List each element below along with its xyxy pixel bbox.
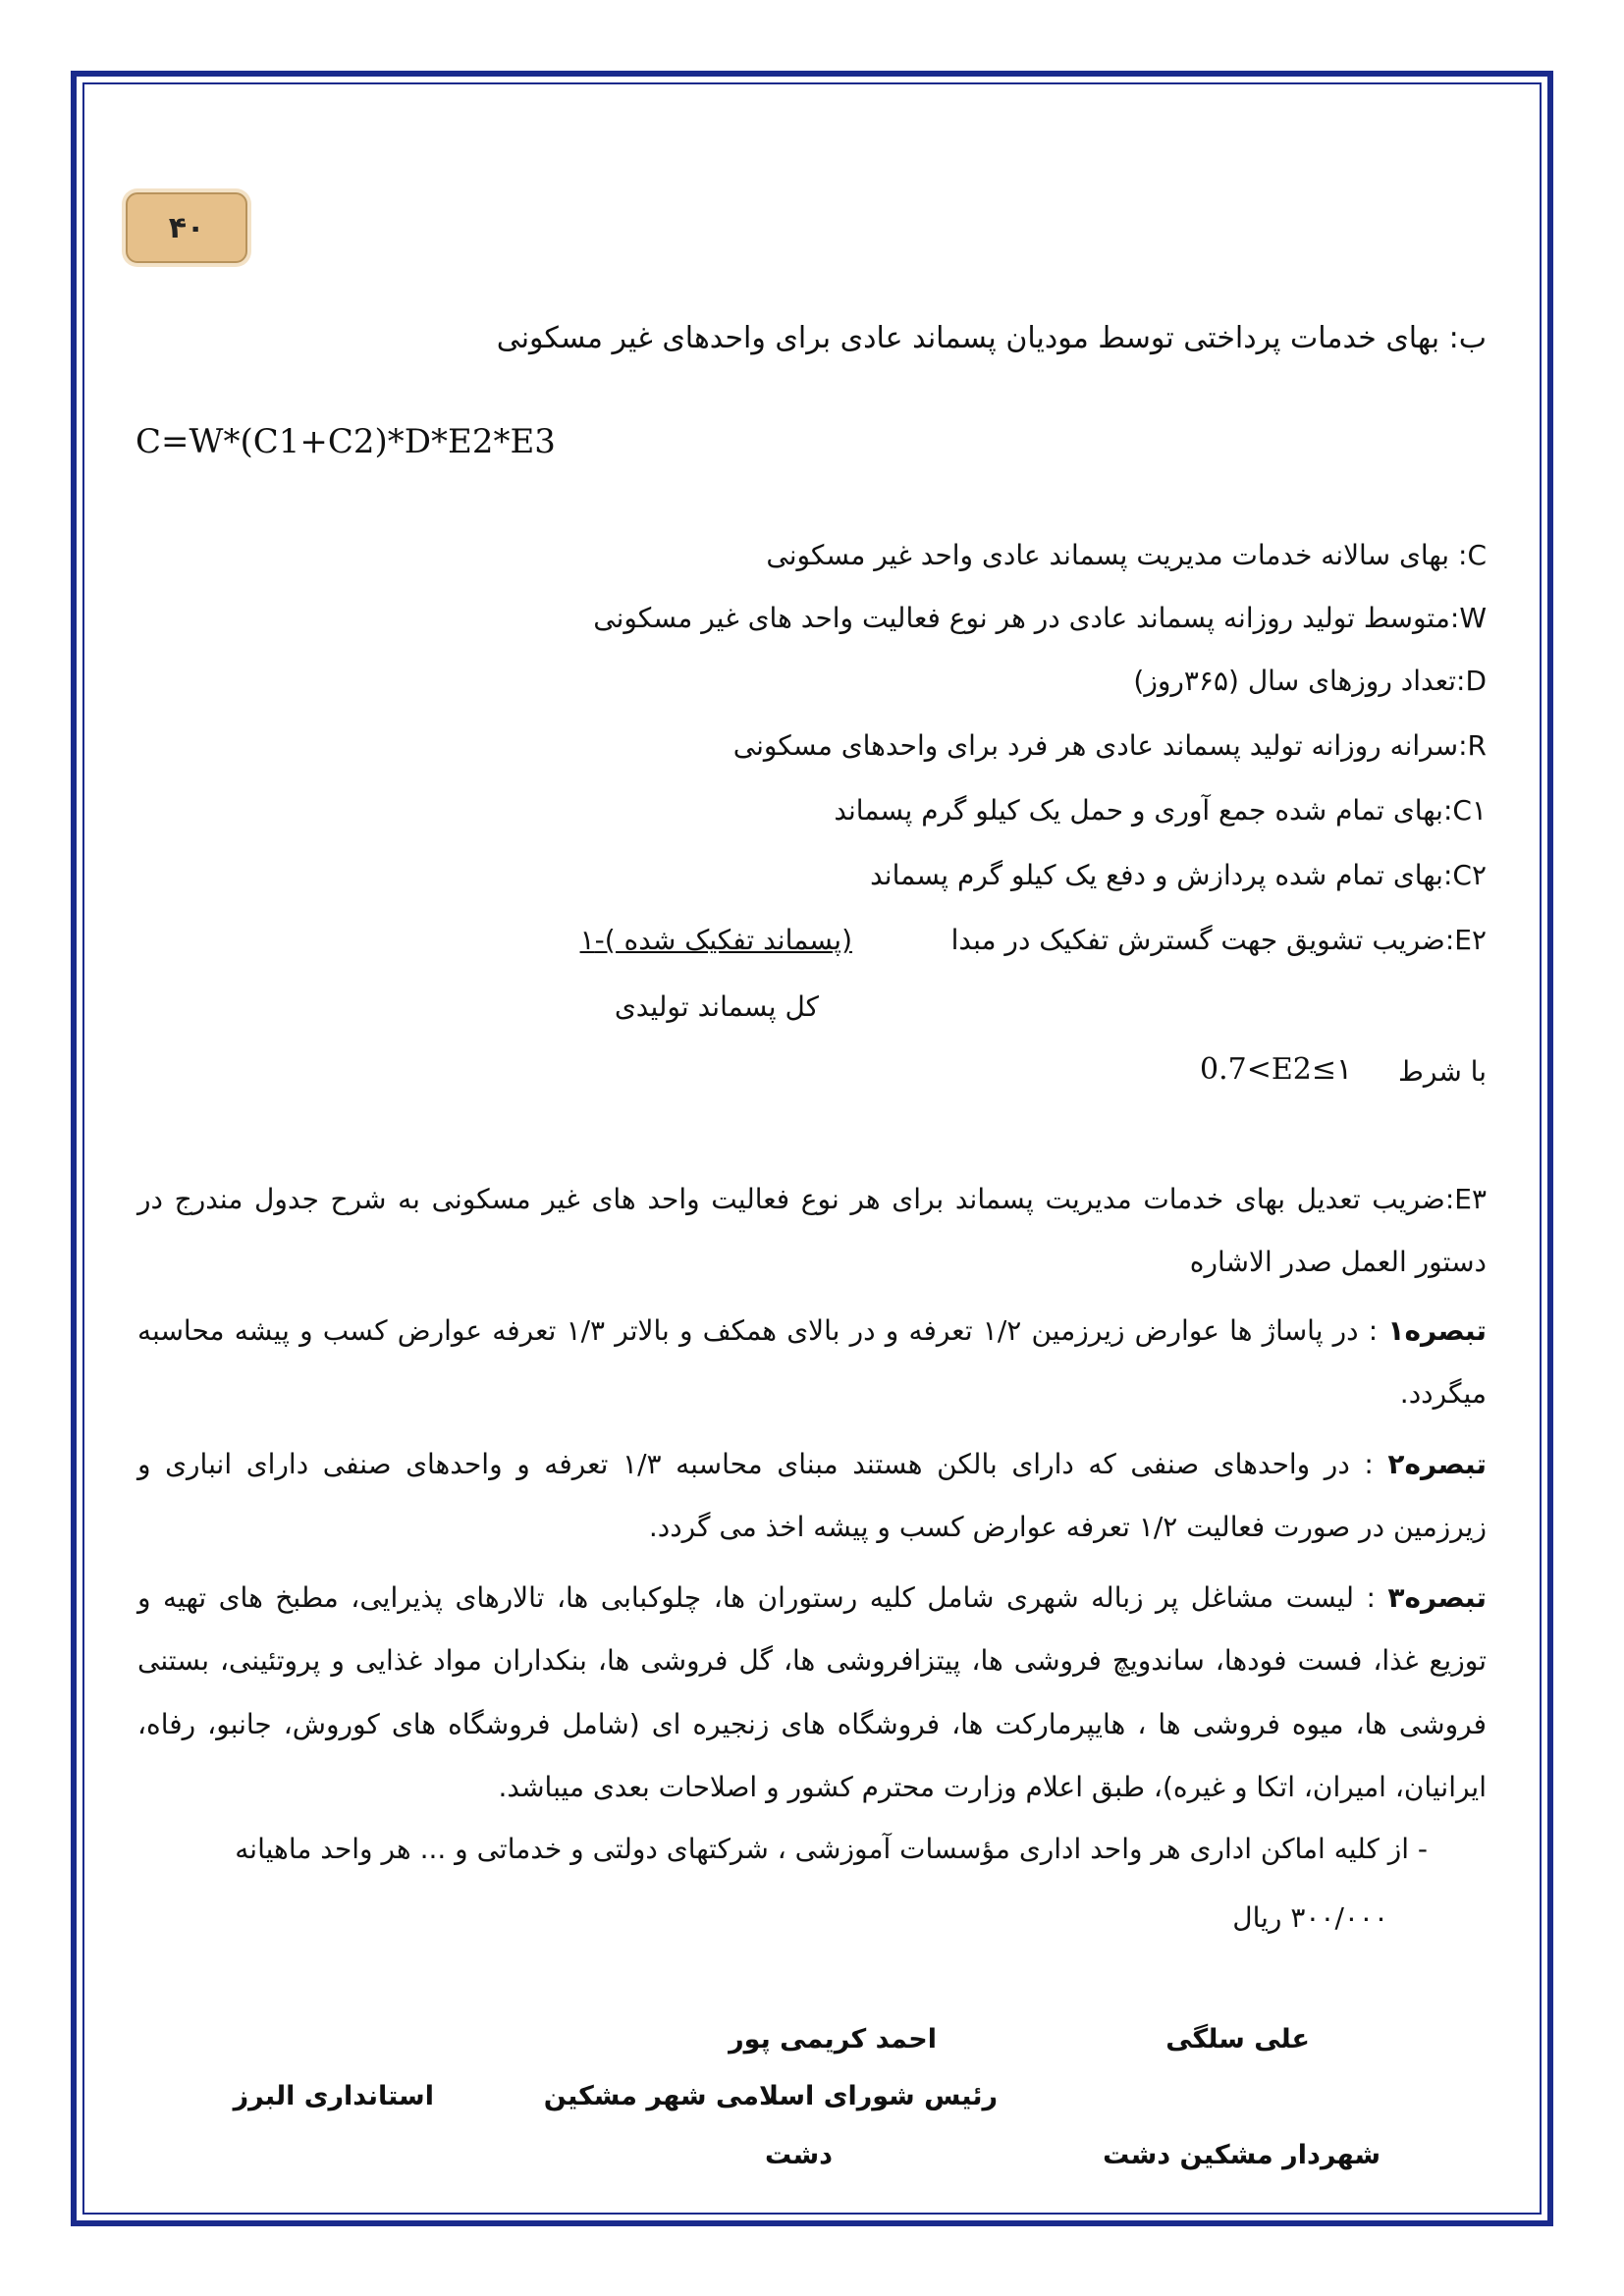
definition-d: D:تعداد روزهای سال (۳۶۵روز) (1133, 665, 1487, 697)
signatory-3-title: استانداری البرز (233, 2081, 434, 2111)
definition-e3: E۳:ضریب تعدیل بهای خدمات مدیریت پسماند برای هر نوع فعالیت واحد های غیر مسکونی به شرح جدول مندرج در دستور العمل صدر الاشاره (137, 1183, 1487, 1279)
definition-e2: E۲:ضریب تشویق جهت گسترش تفکیک در مبدا (950, 924, 1487, 956)
definition-r: R:سرانه روزانه تولید پسماند عادی هر فرد برای واحدهای مسکونی (732, 729, 1487, 762)
definition-c1: C۱:بهای تمام شده جمع آوری و حمل یک کیلو گرم پسماند (834, 794, 1487, 827)
definition-c: C: بهای سالانه خدمات مدیریت پسماند عادی واحد غیر مسکونی (766, 539, 1487, 571)
signatory-1-name: علی سلگی (1165, 2024, 1310, 2055)
signatory-2-title: رئیس شورای اسلامی شهر مشکین (543, 2081, 998, 2111)
note-1-title: تبصره۱ (1387, 1314, 1487, 1347)
page-border-inner (82, 82, 1542, 2215)
page-number-badge: ۴۰ (126, 192, 247, 263)
note-3 (137, 1567, 1487, 1820)
final-line: - از کلیه اماکن اداری هر واحد اداری مؤسسات آموزشی ، شرکتهای دولتی و خدماتی و ... هر واحد ماهیانه (235, 1833, 1428, 1865)
signatory-2-title-cont: دشت (765, 2140, 833, 2170)
note-2-title: تبصره۲ (1387, 1448, 1487, 1480)
note-2 (137, 1433, 1487, 1560)
e2-denominator: کل پسماند تولیدی (614, 990, 819, 1023)
signatory-2-name: احمد کریمی پور (729, 2024, 937, 2055)
e2-numerator: (پسماند تفکیک شده )-۱ (579, 924, 852, 956)
note-3-text: : لیست مشاغل پر زباله شهری شامل کلیه رستوران ها، چلوکبابی ها، تالارهای پذیرایی، مطبخ های تهیه و توزیع غذا، فست فودها، ساندویچ فروشی ها، پیتزافروشی ها، گل فروشی ها، بنکداران مواد غذایی و پروتئینی، بستنی فروشی ها، میوه فروشی ها ، هایپرمارکت ها، فروشگاه های زنجیره ای (شامل فروشگاه های کوروش، جانبو، رفاه، ایرانیان، امیران، اتکا و غیره)، طبق اعلام وزارت محترم کشور و اصلاحات بعدی میباشد. (137, 1581, 1487, 1804)
definition-w: W:متوسط تولید روزانه پسماند عادی در هر نوع فعالیت واحد های غیر مسکونی (593, 602, 1487, 634)
note-1-text: : در پاساژ ها عوارض زیرزمین ۱/۲ تعرفه و در بالای همکف و بالاتر ۱/۳ تعرفه عوارض کسب و پیشه محاسبه میگردد. (137, 1314, 1487, 1411)
note-2-text: : در واحدهای صنفی که دارای بالکن هستند مبنای محاسبه ۱/۳ تعرفه و واحدهای صنفی دارای انباری و زیرزمین در صورت فعالیت ۱/۲ تعرفه عوارض کسب و پیشه اخذ می گردد. (137, 1448, 1487, 1544)
e2-condition-label: با شرط (1397, 1055, 1487, 1088)
e2-condition-expr: 0.7<E2≤۱ (1200, 1052, 1353, 1087)
signatory-1-title: شهردار مشکین دشت (1103, 2140, 1380, 2170)
final-amount: ۳۰۰/۰۰۰ ریال (1232, 1901, 1388, 1934)
section-heading: ب: بهای خدمات پرداختی توسط مودیان پسماند عادی برای واحدهای غیر مسکونی (496, 321, 1487, 355)
note-1 (137, 1300, 1487, 1426)
note-3-title: تبصره۳ (1387, 1581, 1487, 1614)
formula: C=W*(C1+C2)*D*E2*E3 (135, 422, 556, 461)
definition-c2: C۲:بهای تمام شده پردازش و دفع یک کیلو گرم پسماند (870, 859, 1487, 891)
